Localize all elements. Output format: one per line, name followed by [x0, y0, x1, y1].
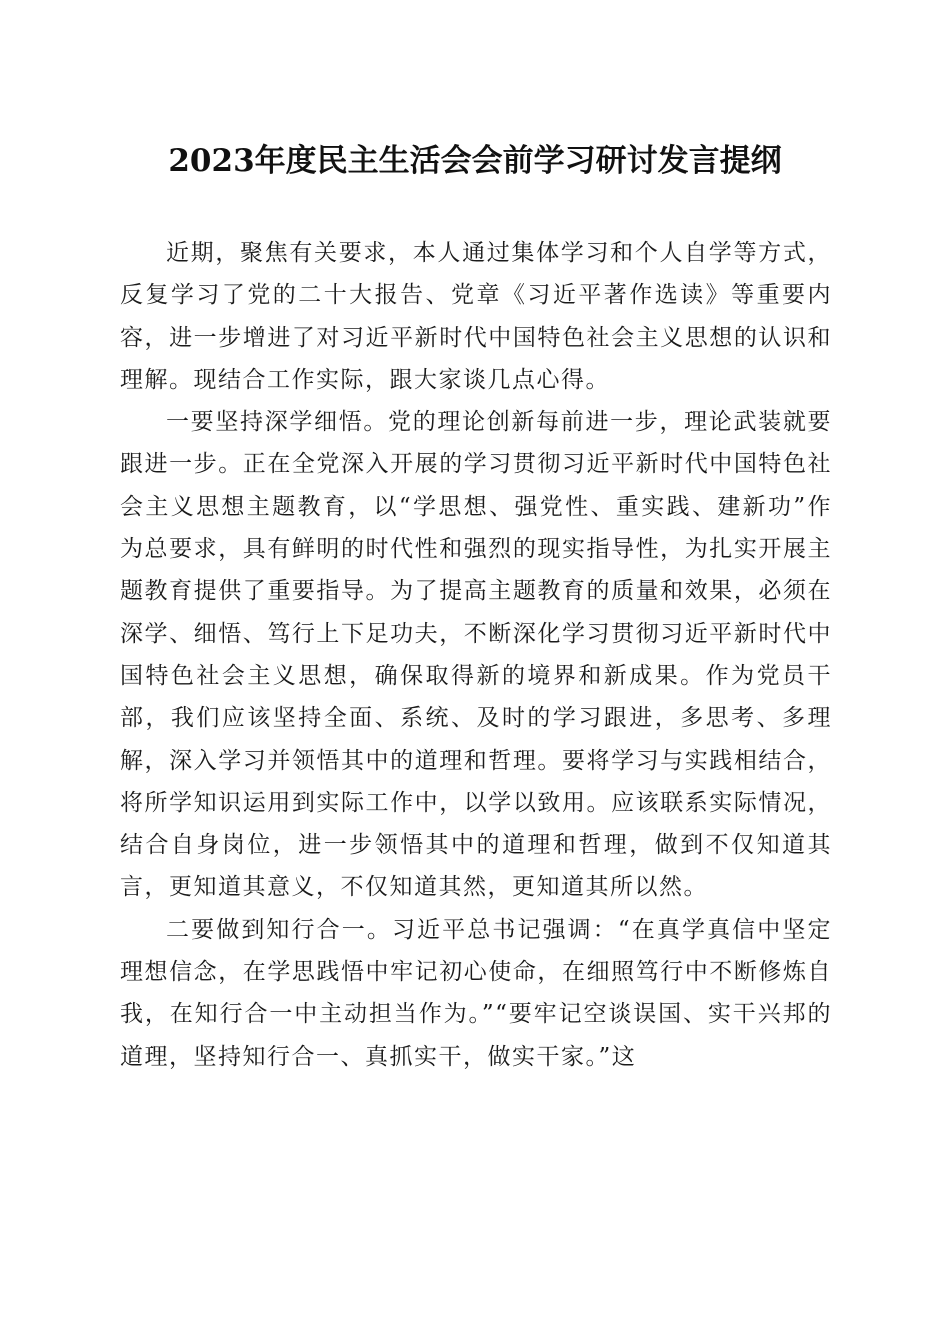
- document-title: 2023年度民主生活会会前学习研讨发言提纲: [168, 143, 782, 179]
- paragraph-point-two: 二要做到知行合一。习近平总书记强调：“在真学真信中坚定理想信念，在学思践悟中牢记初心使命，在细照笃行中不断修炼自我，在知行合一中主动担当作为。”“要牢记空谈误国、实干兴邦的道理，坚持知行合一、真抓实干，做实干家。”这: [120, 916, 832, 1070]
- paragraph-point-one: 一要坚持深学细悟。党的理论创新每前进一步，理论武装就要跟进一步。正在全党深入开展的学习贯彻习近平新时代中国特色社会主义思想主题教育，以“学思想、强党性、重实践、建新功”作为总要求，具有鲜明的时代性和强烈的现实指导性，为扎实开展主题教育提供了重要指导。为了提高主题教育的质量和效果，必须在深学、细悟、笃行上下足功夫，不断深化学习贯彻习近平新时代中国特色社会主义思想，确保取得新的境界和新成果。作为党员干部，我们应该坚持全面、系统、及时的学习跟进，多思考、多理解，深入学习并领悟其中的道理和哲理。要将学习与实践相结合，将所学知识运用到实际工作中，以学以致用。应该联系实际情况，结合自身岗位，进一步领悟其中的道理和哲理，做到不仅知道其言，更知道其意义，不仅知道其然，更知道其所以然。: [120, 409, 832, 901]
- document-body: [120, 232, 832, 1078]
- paragraph-intro: 近期，聚焦有关要求，本人通过集体学习和个人自学等方式，反复学习了党的二十大报告、党章《习近平著作选读》等重要内容，进一步增进了对习近平新时代中国特色社会主义思想的认识和理解。现结合工作实际，跟大家谈几点心得。: [120, 240, 832, 393]
